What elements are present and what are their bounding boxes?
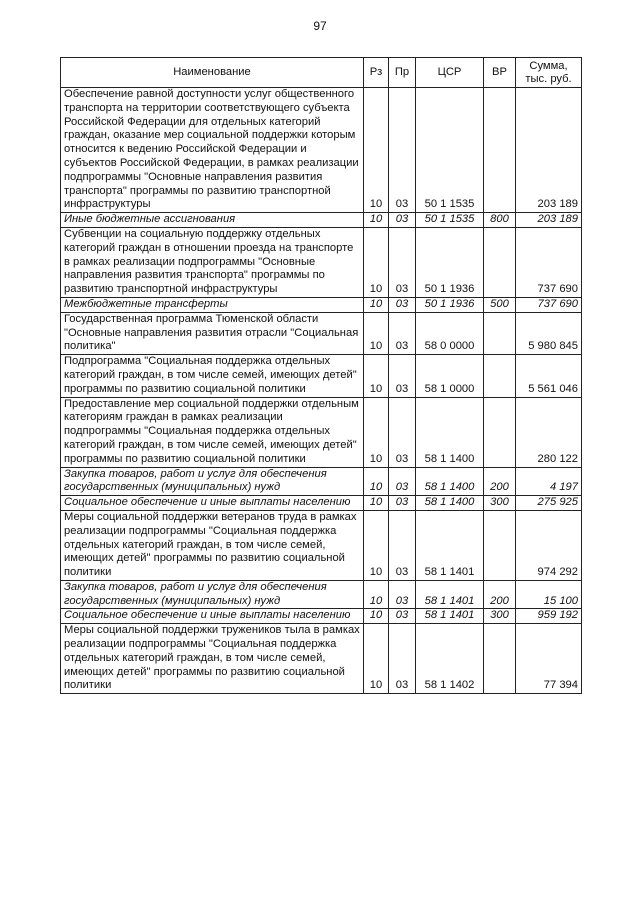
cell-sum: 4 197 [516,467,582,496]
cell-sum: 737 690 [516,227,582,297]
table-body [61,88,582,694]
cell-rz: 10 [364,355,389,397]
cell-vr [484,88,516,213]
table-row [61,496,582,511]
table-row [61,312,582,354]
cell-pr: 03 [389,297,416,312]
table-header [61,58,582,88]
table-row [61,397,582,467]
cell-csr: 58 0 0000 [416,312,484,354]
cell-pr: 03 [389,467,416,496]
cell-vr: 200 [484,467,516,496]
header-csr: ЦСР [416,58,484,88]
header-name: Наименование [61,58,364,88]
cell-name: Социальное обеспечение и иные выплаты населению [61,609,364,624]
table-row [61,297,582,312]
cell-sum: 974 292 [516,510,582,580]
cell-pr: 03 [389,227,416,297]
cell-csr: 58 1 1400 [416,467,484,496]
cell-sum: 5 561 046 [516,355,582,397]
cell-pr: 03 [389,312,416,354]
cell-sum: 203 189 [516,88,582,213]
table-row [61,355,582,397]
cell-csr: 58 1 1401 [416,510,484,580]
cell-name: Подпрограмма "Социальная поддержка отдельных категорий граждан, в том числе семей, имеющих детей" программы по развитию социальной политики [61,355,364,397]
cell-vr: 300 [484,609,516,624]
cell-pr: 03 [389,580,416,609]
table-row [61,609,582,624]
cell-csr: 58 1 1400 [416,496,484,511]
cell-rz: 10 [364,213,389,228]
cell-name: Меры социальной поддержки ветеранов труда в рамках реализации подпрограммы "Социальная поддержка отдельных категорий граждан, в том числе семей, имеющих детей" программы по развитию социальной политики [61,510,364,580]
cell-sum: 280 122 [516,397,582,467]
cell-rz: 10 [364,297,389,312]
cell-vr: 500 [484,297,516,312]
cell-rz: 10 [364,609,389,624]
header-rz: Рз [364,58,389,88]
cell-rz: 10 [364,227,389,297]
cell-rz: 10 [364,88,389,213]
cell-sum: 15 100 [516,580,582,609]
cell-sum: 959 192 [516,609,582,624]
cell-pr: 03 [389,510,416,580]
cell-pr: 03 [389,397,416,467]
cell-vr: 800 [484,213,516,228]
cell-vr [484,397,516,467]
cell-csr: 58 1 1402 [416,624,484,694]
cell-sum: 203 189 [516,213,582,228]
cell-pr: 03 [389,609,416,624]
cell-csr: 58 1 0000 [416,355,484,397]
cell-csr: 58 1 1401 [416,609,484,624]
cell-rz: 10 [364,510,389,580]
cell-sum: 77 394 [516,624,582,694]
cell-name: Иные бюджетные ассигнования [61,213,364,228]
cell-name: Межбюджетные трансферты [61,297,364,312]
cell-name: Обеспечение равной доступности услуг общественного транспорта на территории соответствующего субъекта Российской Федерации для отдельных категорий граждан, оказание мер социальной поддержки которым относится к ведению Российской Федерации и субъектов Российской Федерации, в рамках реализации подпрограммы "Основные направления развития транспорта" программы по развитию транспортной инфраструктуры [61,88,364,213]
cell-csr: 50 1 1535 [416,88,484,213]
table-row [61,213,582,228]
cell-vr: 300 [484,496,516,511]
cell-rz: 10 [364,312,389,354]
cell-vr [484,624,516,694]
cell-vr [484,355,516,397]
cell-pr: 03 [389,355,416,397]
cell-rz: 10 [364,624,389,694]
cell-pr: 03 [389,624,416,694]
cell-name: Социальное обеспечение и иные выплаты населению [61,496,364,511]
cell-rz: 10 [364,496,389,511]
cell-sum: 5 980 845 [516,312,582,354]
page-number: 97 [313,19,327,33]
cell-sum: 275 925 [516,496,582,511]
cell-name: Закупка товаров, работ и услуг для обеспечения государственных (муниципальных) нужд [61,580,364,609]
cell-name: Государственная программа Тюменской области "Основные направления развития отрасли "Социальная политика" [61,312,364,354]
cell-vr [484,227,516,297]
cell-vr [484,510,516,580]
cell-csr: 50 1 1936 [416,297,484,312]
cell-name: Закупка товаров, работ и услуг для обеспечения государственных (муниципальных) нужд [61,467,364,496]
cell-name: Субвенции на социальную поддержку отдельных категорий граждан в отношении проезда на транспорте в рамках реализации подпрограммы "Основные направления развития транспорта" программы по развитию транспортной инфраструктуры [61,227,364,297]
table-row [61,227,582,297]
cell-name: Предоставление мер социальной поддержки отдельным категориям граждан в рамках реализации подпрограммы "Социальная поддержка отдельных категорий граждан, в том числе семей, имеющих детей" программы по развитию социальной политики [61,397,364,467]
cell-csr: 58 1 1400 [416,397,484,467]
cell-vr [484,312,516,354]
cell-name: Меры социальной поддержки тружеников тыла в рамках реализации подпрограммы "Социальная поддержка отдельных категорий граждан, в том числе семей, имеющих детей" программы по развитию социальной политики [61,624,364,694]
cell-vr: 200 [484,580,516,609]
cell-rz: 10 [364,397,389,467]
budget-table [60,57,582,694]
table-row [61,580,582,609]
header-vr: ВР [484,58,516,88]
table-row [61,467,582,496]
cell-sum: 737 690 [516,297,582,312]
cell-csr: 50 1 1535 [416,213,484,228]
cell-csr: 58 1 1401 [416,580,484,609]
cell-pr: 03 [389,496,416,511]
table-row [61,88,582,213]
table-row [61,624,582,694]
cell-rz: 10 [364,580,389,609]
table-row [61,510,582,580]
header-pr: Пр [389,58,416,88]
header-sum: Сумма, тыс. руб. [516,58,582,88]
cell-pr: 03 [389,88,416,213]
cell-pr: 03 [389,213,416,228]
cell-rz: 10 [364,467,389,496]
cell-csr: 50 1 1936 [416,227,484,297]
